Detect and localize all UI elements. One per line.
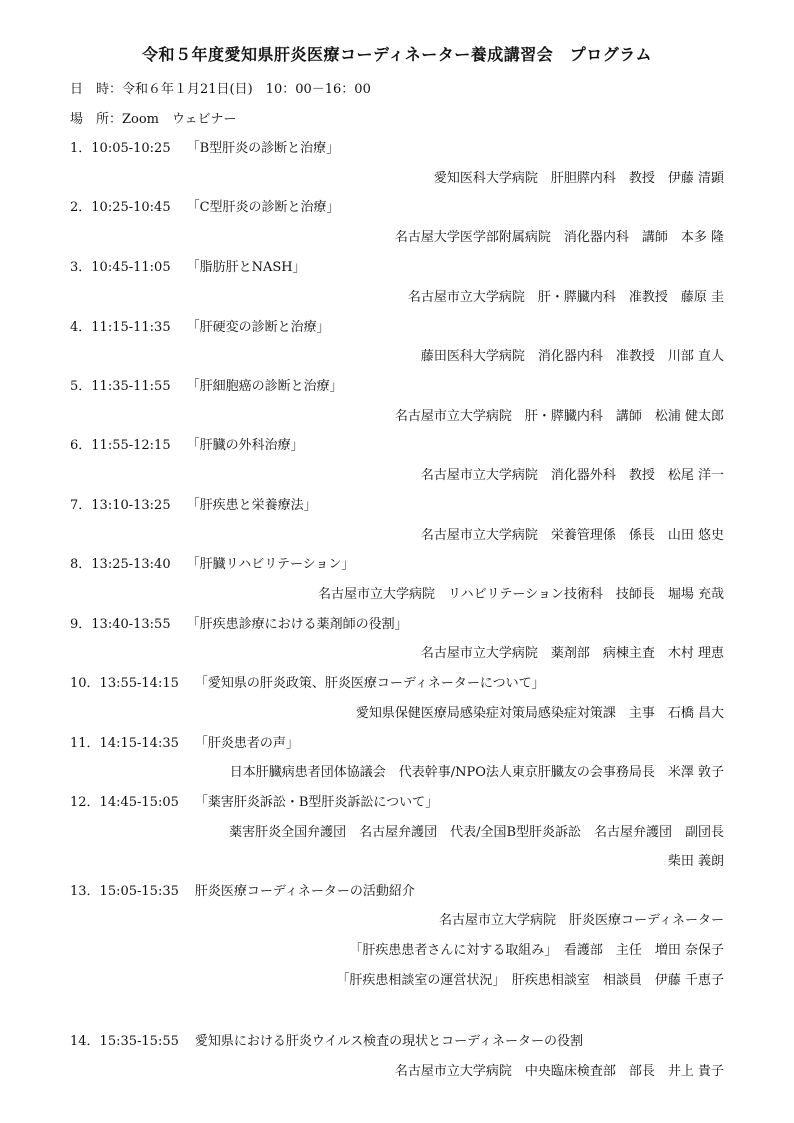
session-topic: 「肝臓リハビリテーション」	[186, 557, 355, 572]
session-12	[70, 791, 438, 810]
session-3	[70, 256, 306, 275]
session-10-speaker: 愛知県保健医療局感染症対策局感染症対策課 主事 石橋 昌大	[355, 706, 724, 721]
session-4	[70, 316, 330, 335]
session-topic: 愛知県における肝炎ウイルス検査の現状とコーディネーターの役割	[194, 1034, 584, 1049]
session-4-speaker: 藤田医科大学病院 消化器内科 准教授 川部 直人	[420, 349, 724, 364]
session-topic: 「肝細胞癌の診断と治療」	[186, 379, 343, 394]
session-8	[70, 553, 354, 572]
session-1	[70, 137, 339, 156]
venue-line: 場 所：Zoom ウェビナー	[70, 112, 237, 127]
session-topic: 「肝疾患と栄養療法」	[186, 498, 317, 513]
session-topic: 「肝臓の外科治療」	[186, 438, 304, 453]
session-time: 9．13:40-13:55	[70, 617, 171, 632]
session-2	[70, 196, 340, 215]
session-topic: 「B型肝炎の診断と治療」	[186, 141, 340, 156]
page-title: 令和５年度愛知県肝炎医療コーディネーター養成講習会 プログラム	[141, 45, 653, 64]
session-1-speaker: 愛知医科大学病院 肝胆膵内科 教授 伊藤 清顕	[433, 171, 724, 186]
session-7-speaker: 名古屋市立大学病院 栄養管理係 係長 山田 悠史	[420, 528, 724, 543]
session-topic: 「愛知県の肝炎政策、肝炎医療コーディネーターについて」	[194, 676, 545, 691]
session-time: 6．11:55-12:15	[70, 438, 171, 453]
date-line: 日 時：令和６年１月21日(日) 10：00－16：00	[70, 82, 371, 97]
session-topic: 「肝硬変の診断と治療」	[186, 320, 330, 335]
session-time: 11．14:15-14:35	[70, 736, 179, 751]
session-9	[70, 613, 408, 632]
session-12-speaker-name: 柴田 義朗	[667, 854, 724, 869]
session-13	[70, 880, 415, 899]
session-13-speaker-3: 「肝疾患相談室の運営状況」 肝疾患相談室 相談員 伊藤 千恵子	[336, 973, 724, 988]
session-6	[70, 434, 304, 453]
session-time: 14．15:35-15:55	[70, 1034, 179, 1049]
session-time: 10．13:55-14:15	[70, 676, 179, 691]
session-10	[70, 672, 545, 691]
session-6-speaker: 名古屋市立大学病院 消化器外科 教授 松尾 洋一	[420, 468, 724, 483]
session-time: 7．13:10-13:25	[70, 498, 171, 513]
session-time: 4．11:15-11:35	[70, 320, 171, 335]
session-topic: 「脂肪肝とNASH」	[186, 260, 306, 275]
session-2-speaker: 名古屋大学医学部附属病院 消化器内科 講師 本多 隆	[394, 230, 724, 245]
session-11	[70, 732, 299, 751]
session-8-speaker: 名古屋市立大学病院 リハビリテーション技術科 技師長 堀場 充哉	[318, 587, 724, 602]
session-9-speaker: 名古屋市立大学病院 薬剤部 病棟主査 木村 理恵	[420, 646, 724, 661]
session-14-speaker: 名古屋市立大学病院 中央臨床検査部 部長 井上 貴子	[394, 1064, 724, 1079]
session-time: 2．10:25-10:45	[70, 200, 171, 215]
session-12-speaker: 薬害肝炎全国弁護団 名古屋弁護団 代表/全国B型肝炎訴訟 名古屋弁護団 副団長	[229, 825, 724, 840]
session-11-speaker: 日本肝臓病患者団体協議会 代表幹事/NPO法人東京肝臓友の会事務局長 米澤 敦子	[229, 765, 724, 780]
session-13-speaker: 名古屋市立大学病院 肝炎医療コーディネーター	[439, 913, 724, 928]
session-3-speaker: 名古屋市立大学病院 肝・膵臓内科 准教授 藤原 圭	[407, 290, 724, 305]
session-time: 8．13:25-13:40	[70, 557, 171, 572]
session-topic: 肝炎医療コーディネーターの活動紹介	[194, 884, 415, 899]
session-5	[70, 375, 343, 394]
session-7	[70, 494, 317, 513]
session-14	[70, 1030, 583, 1049]
session-topic: 「薬害肝炎訴訟・B型肝炎訴訟について」	[194, 795, 439, 810]
session-topic: 「肝炎患者の声」	[194, 736, 299, 751]
session-time: 5．11:35-11:55	[70, 379, 171, 394]
session-time: 12．14:45-15:05	[70, 795, 179, 810]
session-time: 3．10:45-11:05	[70, 260, 171, 275]
session-topic: 「肝疾患診療における薬剤師の役割」	[186, 617, 408, 632]
session-13-speaker-2: 「肝疾患患者さんに対する取組み」 看護部 主任 増田 奈保子	[349, 943, 724, 958]
session-time: 1．10:05-10:25	[70, 141, 171, 156]
session-topic: 「C型肝炎の診断と治療」	[186, 200, 340, 215]
session-time: 13．15:05-15:35	[70, 884, 179, 899]
session-5-speaker: 名古屋市立大学病院 肝・膵臓内科 講師 松浦 健太郎	[394, 409, 724, 424]
